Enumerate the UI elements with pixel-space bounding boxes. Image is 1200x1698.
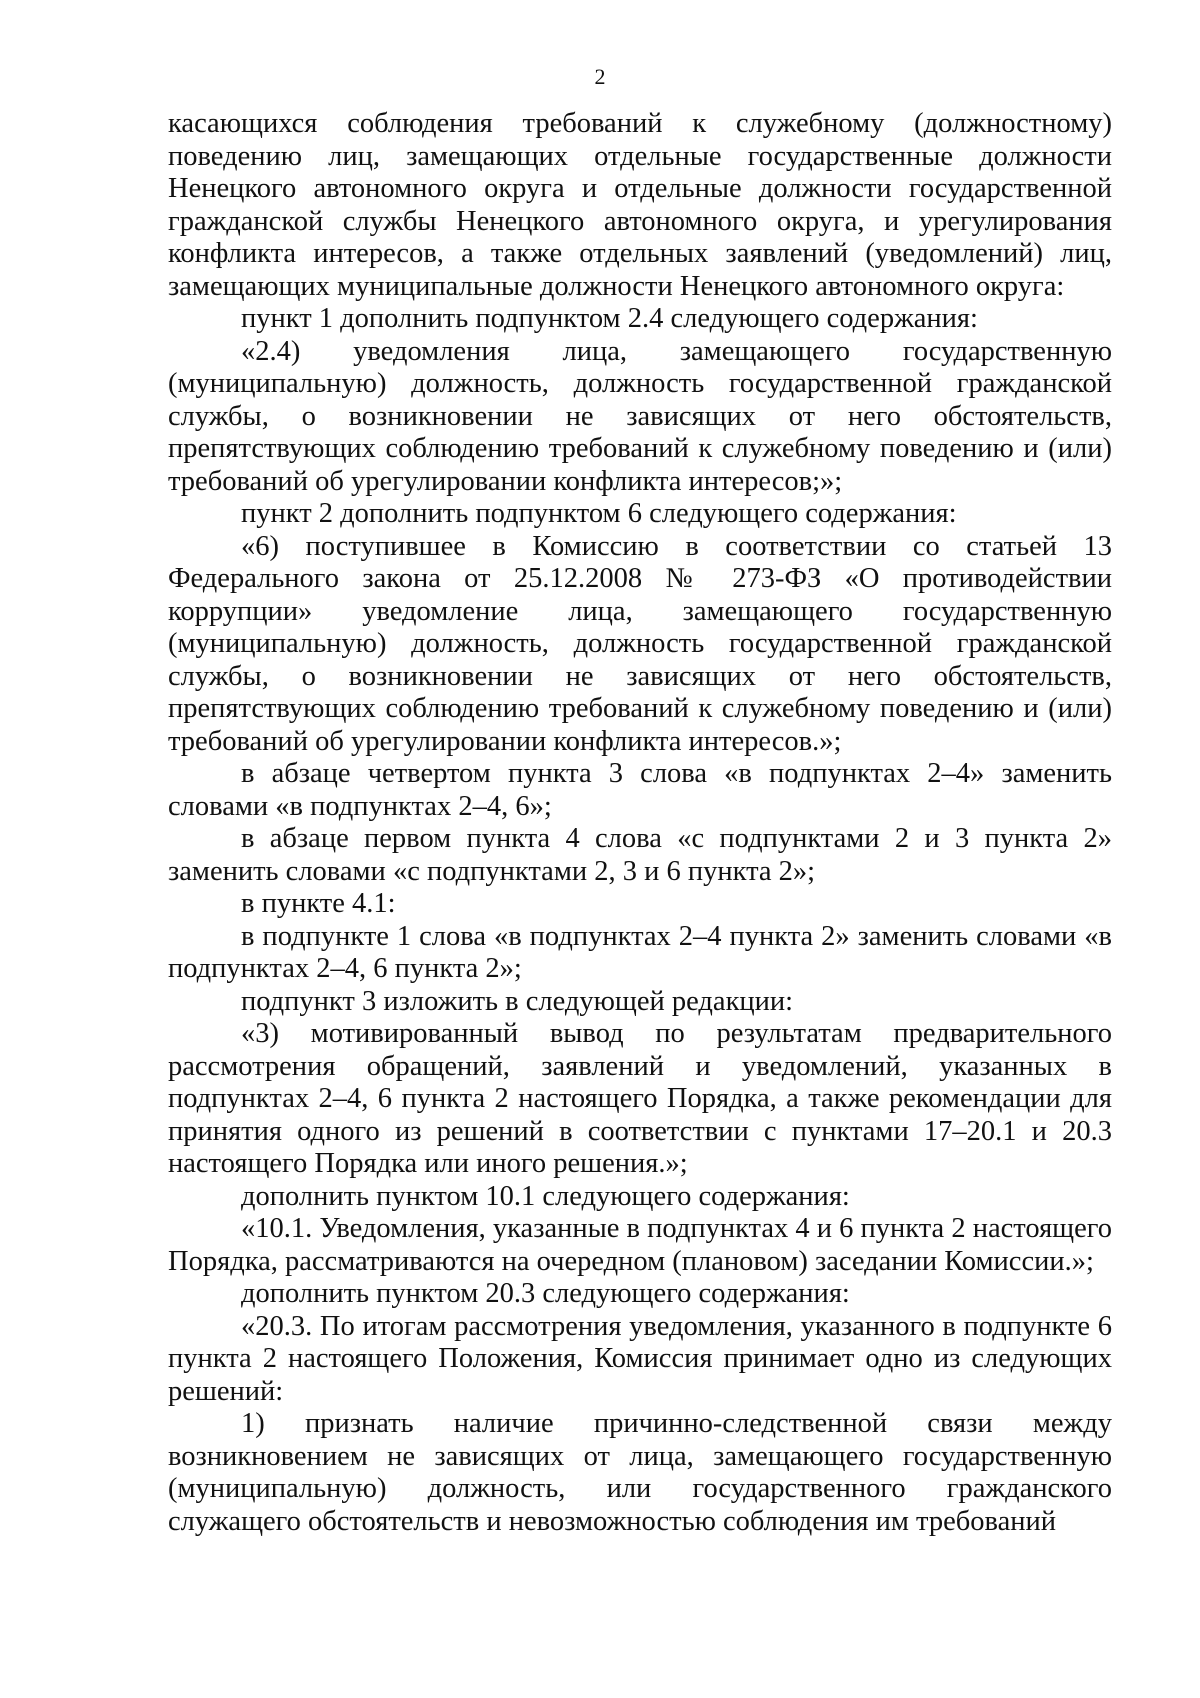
paragraph: подпункт 3 изложить в следующей редакции:: [241, 985, 794, 1017]
page-number: 2: [594, 64, 606, 89]
paragraph: касающихся соблюдения требований к служебному (должностному) поведению лиц, замещающих отдельные государственные должности Ненецкого автономного округа и отдельные должности государственной гражданской службы Ненецкого автономного округа, и урегулирования конфликта интересов, а также отдельных заявлений (уведомлений) лиц, замещающих муниципальные должности Ненецкого автономного округа:: [168, 108, 1112, 302]
paragraph: пункт 1 дополнить подпунктом 2.4 следующего содержания:: [241, 303, 978, 334]
paragraph: 1) признать наличие причинно-следственной связи между возникновением не зависящих от лица, замещающего государственную (муниципальную) должность, или государственного гражданского служащего обстоятельств и невозможностью соблюдения им требований: [168, 1408, 1112, 1537]
paragraph: дополнить пунктом 20.3 следующего содержания:: [241, 1278, 850, 1309]
paragraph: «20.3. По итогам рассмотрения уведомления, указанного в подпункте 6 пункта 2 настоящего Положения, Комиссия принимает одно из следующих решений:: [168, 1310, 1112, 1407]
paragraph: «3) мотивированный вывод по результатам предварительного рассмотрения обращений, заявлений и уведомлений, указанных в подпунктах 2–4, 6 пункта 2 настоящего Порядка, а также рекомендации для принятия одного из решений в соответствии с пунктами 17–20.1 и 20.3 настоящего Порядка или иного решения.»;: [168, 1018, 1112, 1179]
document-body: [168, 108, 1112, 1538]
paragraph: в подпункте 1 слова «в подпунктах 2–4 пункта 2» заменить словами «в подпунктах 2–4, 6 пункта 2»;: [168, 920, 1112, 984]
paragraph: в пункте 4.1:: [241, 888, 396, 919]
paragraph: пункт 2 дополнить подпунктом 6 следующего содержания:: [241, 498, 957, 529]
paragraph: в абзаце первом пункта 4 слова «с подпунктами 2 и 3 пункта 2» заменить словами «с подпунктами 2, 3 и 6 пункта 2»;: [168, 823, 1112, 887]
paragraph: «10.1. Уведомления, указанные в подпунктах 4 и 6 пункта 2 настоящего Порядка, рассматриваются на очередном (плановом) заседании Комиссии.»;: [168, 1213, 1112, 1277]
paragraph: в абзаце четвертом пункта 3 слова «в подпунктах 2–4» заменить словами «в подпунктах 2–4, 6»;: [168, 758, 1112, 822]
paragraph: дополнить пунктом 10.1 следующего содержания:: [241, 1180, 850, 1212]
paragraph: «6) поступившее в Комиссию в соответствии со статьей 13 Федерального закона от 25.12.2008 № 273-ФЗ «О противодействии коррупции» уведомление лица, замещающего государственную (муниципальную) должность, должность государственной гражданской службы, о возникновении не зависящих от него обстоятельств, препятствующих соблюдению требований к служебному поведению и (или) требований об урегулировании конфликта интересов.»;: [168, 530, 1112, 757]
paragraph: «2.4) уведомления лица, замещающего государственную (муниципальную) должность, должность государственной гражданской службы, о возникновении не зависящих от него обстоятельств, препятствующих соблюдению требований к служебному поведению и (или) требований об урегулировании конфликта интересов;»;: [168, 335, 1112, 497]
